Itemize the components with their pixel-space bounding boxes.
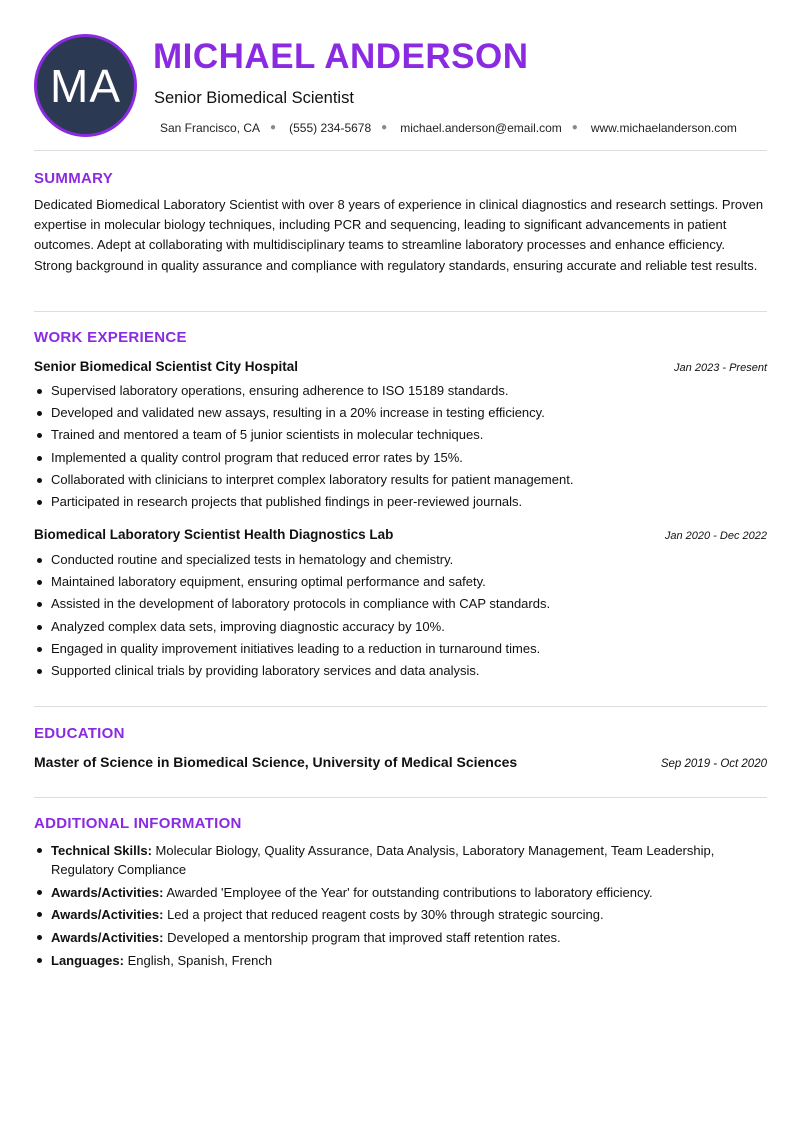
candidate-name: MICHAEL ANDERSON [153,37,529,76]
list-item: Developed and validated new assays, resulting in a 20% increase in testing efficiency. [34,402,767,424]
info-label: Awards/Activities: [51,929,164,945]
info-text: Developed a mentorship program that improved staff retention rates. [163,929,561,945]
education-degree: Master of Science in Biomedical Science, University of Medical Sciences [34,754,518,770]
job-bullets [34,549,767,682]
additional-info-heading: ADDITIONAL INFORMATION [34,815,242,832]
info-label: Languages: [51,952,124,968]
list-item: Engaged in quality improvement initiatives leading to a reduction in turnaround times. [34,638,767,660]
list-item: Supported clinical trials by providing laboratory services and data analysis. [34,660,767,682]
list-item: Collaborated with clinicians to interpret complex laboratory results for patient management. [34,469,767,491]
list-item: Conducted routine and specialized tests in hematology and chemistry. [34,549,767,571]
list-item: Participated in research projects that published findings in peer-reviewed journals. [34,491,767,513]
divider [34,311,767,312]
info-text: Molecular Biology, Quality Assurance, Data Analysis, Laboratory Management, Team Leadership, Regulatory Compliance [51,843,715,877]
education-dates: Sep 2019 - Oct 2020 [660,758,767,770]
job-role: Biomedical Laboratory Scientist Health Diagnostics Lab [34,527,394,542]
separator-dot: ● [270,122,277,133]
separator-dot: ● [571,122,578,133]
info-label: Awards/Activities: [51,907,164,922]
contact-website[interactable]: www.michaelanderson.com [590,121,737,135]
work-experience-heading: WORK EXPERIENCE [34,329,187,346]
job-header [34,358,767,377]
info-text: Led a project that reduced reagent costs by 30% through strategic sourcing. [163,907,604,922]
divider [34,706,767,707]
contact-email[interactable]: michael.anderson@email.com [400,121,562,135]
candidate-title: Senior Biomedical Scientist [154,89,354,107]
info-text: English, Spanish, French [123,952,273,968]
summary-heading: SUMMARY [34,170,114,187]
list-item [34,951,767,970]
divider [34,797,767,798]
list-item: Trained and mentored a team of 5 junior scientists in molecular techniques. [34,424,767,446]
contact-location: San Francisco, CA [160,121,261,135]
list-item [34,883,767,902]
list-item [34,841,767,879]
list-item: Maintained laboratory equipment, ensuring optimal performance and safety. [34,571,767,593]
contact-phone: (555) 234-5678 [289,121,372,135]
info-text: Awarded 'Employee of the Year' for outstanding contributions to laboratory efficiency. [163,884,653,900]
info-label: Technical Skills: [51,843,152,858]
list-item: Analyzed complex data sets, improving diagnostic accuracy by 10%. [34,616,767,638]
info-label: Awards/Activities: [51,884,164,900]
job-role: Senior Biomedical Scientist City Hospital [34,359,299,374]
list-item [34,905,767,924]
additional-info-list [34,841,767,973]
job-bullets [34,380,767,513]
list-item [34,928,767,947]
list-item: Implemented a quality control program that reduced error rates by 15%. [34,447,767,469]
list-item: Assisted in the development of laboratory protocols in compliance with CAP standards. [34,593,767,615]
separator-dot: ● [381,122,388,133]
education-entry [34,753,767,773]
summary-text: Dedicated Biomedical Laboratory Scientist with over 8 years of experience in clinical diagnostics and research settings. Proven expertise in molecular biology techniques, including PCR and sequencing, leading to significant advancements in patient outcomes. Adept at collaborating with multidisciplinary teams to streamline laboratory processes and enhance efficiency. Strong background in quality assurance and compliance with regulatory standards, ensuring accurate and reliable test results. [34,197,764,273]
job-dates: Jan 2020 - Dec 2022 [664,530,767,542]
avatar: MA [34,34,137,137]
job-dates: Jan 2023 - Present [674,362,767,374]
list-item: Supervised laboratory operations, ensuring adherence to ISO 15189 standards. [34,380,767,402]
contact-bar [160,120,737,136]
divider [34,150,767,151]
education-heading: EDUCATION [34,725,125,742]
job-header [34,526,767,545]
